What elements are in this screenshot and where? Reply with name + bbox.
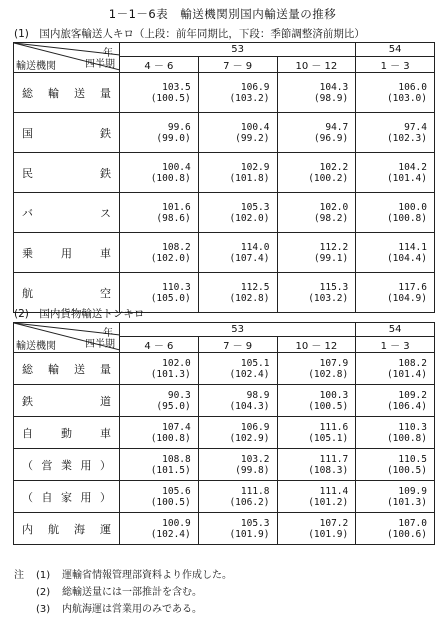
value-cell xyxy=(356,513,435,545)
seasonal-value: (100.5) xyxy=(308,400,349,412)
table-row xyxy=(14,385,435,417)
value-cell xyxy=(120,481,199,513)
yoy-value: 100.4 xyxy=(162,161,191,173)
note-number: (2) xyxy=(36,587,51,598)
seasonal-value: (100.5) xyxy=(386,464,427,476)
quarter-header: 4 － 6 xyxy=(120,57,199,73)
yoy-value: 102.2 xyxy=(319,161,349,173)
seasonal-value: (105.1) xyxy=(308,432,349,444)
yoy-value: 110.3 xyxy=(398,421,427,433)
value-cell xyxy=(120,233,199,273)
seasonal-value: (101.9) xyxy=(308,528,349,540)
quarter-header: 4 － 6 xyxy=(120,337,199,353)
seasonal-value: (101.4) xyxy=(386,368,427,380)
quarter-label: 四半期 xyxy=(85,339,115,350)
value-cell xyxy=(198,385,277,417)
seasonal-value: (98.2) xyxy=(313,212,349,224)
note-mark: 注 xyxy=(14,570,24,581)
row-label: 国鉄 xyxy=(14,113,120,153)
yoy-value: 104.2 xyxy=(398,161,427,173)
quarter-header: 10 － 12 xyxy=(277,57,356,73)
value-cell xyxy=(356,153,435,193)
notes xyxy=(14,567,232,618)
seasonal-value: (102.9) xyxy=(229,432,270,444)
org-label: 輸送機関 xyxy=(16,341,56,352)
yoy-value: 102.0 xyxy=(319,201,349,213)
note-item xyxy=(14,584,232,601)
value-cell xyxy=(277,353,356,385)
seasonal-value: (102.4) xyxy=(150,528,191,540)
yoy-value: 107.0 xyxy=(398,517,427,529)
yoy-value: 110.3 xyxy=(162,281,191,293)
passenger-table xyxy=(13,42,435,313)
seasonal-value: (103.0) xyxy=(386,92,427,104)
value-cell xyxy=(120,153,199,193)
value-cell xyxy=(356,385,435,417)
seasonal-value: (99.0) xyxy=(156,132,191,144)
value-cell xyxy=(198,233,277,273)
quarter-header: 1 － 3 xyxy=(356,337,435,353)
value-cell xyxy=(120,385,199,417)
value-cell xyxy=(356,113,435,153)
yoy-value: 90.3 xyxy=(167,389,191,401)
seasonal-value: (103.2) xyxy=(229,92,270,104)
value-cell xyxy=(120,113,199,153)
row-label: （自家用） xyxy=(14,481,120,513)
freight-body xyxy=(14,353,435,545)
yoy-value: 108.8 xyxy=(162,453,191,465)
yoy-value: 111.4 xyxy=(319,485,349,497)
header-diagonal-cell xyxy=(14,43,120,73)
table-title: 1－1－6表 輸送機関別国内輸送量の推移 xyxy=(108,7,337,21)
note-text: 運輸省情報管理部資料より作成した。 xyxy=(62,570,232,581)
table-row xyxy=(14,153,435,193)
yoy-value: 109.9 xyxy=(398,485,427,497)
seasonal-value: (101.9) xyxy=(229,528,270,540)
freight-table xyxy=(13,322,435,545)
note-text: 総輸送量には一部推計を含む。 xyxy=(62,587,202,598)
yoy-value: 100.0 xyxy=(398,201,427,213)
table-row xyxy=(14,73,435,113)
value-cell xyxy=(277,233,356,273)
row-label: 民鉄 xyxy=(14,153,120,193)
yoy-value: 111.7 xyxy=(319,453,349,465)
quarter-label: 四半期 xyxy=(85,59,115,70)
seasonal-value: (100.8) xyxy=(386,432,427,444)
table-row xyxy=(14,417,435,449)
yoy-value: 103.2 xyxy=(240,453,270,465)
year-label: 年 xyxy=(103,48,113,59)
table-row xyxy=(14,353,435,385)
yoy-value: 107.2 xyxy=(319,517,349,529)
value-cell xyxy=(356,481,435,513)
org-label: 輸送機関 xyxy=(16,61,56,72)
seasonal-value: (105.0) xyxy=(150,292,191,304)
table-row xyxy=(14,113,435,153)
table-row xyxy=(14,513,435,545)
value-cell xyxy=(356,233,435,273)
value-cell xyxy=(277,513,356,545)
yoy-value: 102.0 xyxy=(162,357,191,369)
seasonal-value: (102.8) xyxy=(229,292,270,304)
value-cell xyxy=(120,193,199,233)
yoy-value: 94.7 xyxy=(325,121,349,133)
note-item xyxy=(14,567,232,584)
yoy-value: 102.9 xyxy=(240,161,270,173)
seasonal-value: (100.8) xyxy=(386,212,427,224)
yoy-value: 105.3 xyxy=(240,201,270,213)
quarter-header: 7 － 9 xyxy=(198,57,277,73)
value-cell xyxy=(277,449,356,481)
value-cell xyxy=(356,73,435,113)
seasonal-value: (101.4) xyxy=(386,172,427,184)
header-diagonal-cell xyxy=(14,323,120,353)
value-cell xyxy=(198,273,277,313)
value-cell xyxy=(120,353,199,385)
value-cell xyxy=(356,193,435,233)
value-cell xyxy=(277,481,356,513)
passenger-body xyxy=(14,73,435,313)
value-cell xyxy=(356,417,435,449)
value-cell xyxy=(198,113,277,153)
seasonal-value: (99.2) xyxy=(235,132,270,144)
section2-caption: (2) 国内貨物輸送トンキロ xyxy=(14,308,145,320)
value-cell xyxy=(356,273,435,313)
value-cell xyxy=(120,513,199,545)
yoy-value: 114.1 xyxy=(398,241,427,253)
yoy-value: 107.4 xyxy=(162,421,191,433)
value-cell xyxy=(120,449,199,481)
seasonal-value: (101.8) xyxy=(229,172,270,184)
value-cell xyxy=(277,385,356,417)
value-cell xyxy=(277,273,356,313)
yoy-value: 115.3 xyxy=(319,281,349,293)
row-label: 乗用車 xyxy=(14,233,120,273)
seasonal-value: (101.5) xyxy=(150,464,191,476)
value-cell xyxy=(277,73,356,113)
value-cell xyxy=(198,513,277,545)
table-row xyxy=(14,233,435,273)
seasonal-value: (103.2) xyxy=(308,292,349,304)
seasonal-value: (100.8) xyxy=(150,432,191,444)
note-item xyxy=(14,601,232,618)
value-cell xyxy=(120,417,199,449)
yoy-value: 106.9 xyxy=(240,81,270,93)
seasonal-value: (100.6) xyxy=(386,528,427,540)
seasonal-value: (104.4) xyxy=(386,252,427,264)
seasonal-value: (108.3) xyxy=(308,464,349,476)
yoy-value: 111.6 xyxy=(319,421,349,433)
value-cell xyxy=(277,113,356,153)
year-header: 54 xyxy=(356,323,435,337)
value-cell xyxy=(198,353,277,385)
yoy-value: 109.2 xyxy=(398,389,427,401)
seasonal-value: (104.9) xyxy=(386,292,427,304)
yoy-value: 98.9 xyxy=(246,389,270,401)
seasonal-value: (102.0) xyxy=(229,212,270,224)
yoy-value: 101.6 xyxy=(162,201,191,213)
value-cell xyxy=(356,449,435,481)
yoy-value: 104.3 xyxy=(319,81,349,93)
note-number: (3) xyxy=(36,604,51,615)
yoy-value: 108.2 xyxy=(162,241,191,253)
yoy-value: 106.0 xyxy=(398,81,427,93)
seasonal-value: (95.0) xyxy=(156,400,191,412)
yoy-value: 103.5 xyxy=(162,81,191,93)
quarter-header: 10 － 12 xyxy=(277,337,356,353)
seasonal-value: (98.6) xyxy=(156,212,191,224)
seasonal-value: (106.2) xyxy=(229,496,270,508)
row-label: （営業用） xyxy=(14,449,120,481)
yoy-value: 107.9 xyxy=(319,357,349,369)
value-cell xyxy=(120,73,199,113)
seasonal-value: (102.0) xyxy=(150,252,191,264)
yoy-value: 99.6 xyxy=(167,121,191,133)
yoy-value: 114.0 xyxy=(240,241,270,253)
table-row xyxy=(14,449,435,481)
yoy-value: 108.2 xyxy=(398,357,427,369)
row-label: 総輸送量 xyxy=(14,73,120,113)
year-label: 年 xyxy=(103,328,113,339)
yoy-value: 105.6 xyxy=(162,485,191,497)
seasonal-value: (107.4) xyxy=(229,252,270,264)
seasonal-value: (101.3) xyxy=(150,368,191,380)
yoy-value: 112.2 xyxy=(319,241,349,253)
table-row xyxy=(14,481,435,513)
value-cell xyxy=(356,353,435,385)
year-header: 54 xyxy=(356,43,435,57)
table-row xyxy=(14,193,435,233)
quarter-header: 7 － 9 xyxy=(198,337,277,353)
value-cell xyxy=(198,73,277,113)
seasonal-value: (106.4) xyxy=(386,400,427,412)
seasonal-value: (100.5) xyxy=(150,92,191,104)
note-number: (1) xyxy=(36,570,51,581)
seasonal-value: (102.3) xyxy=(386,132,427,144)
row-label: 総輸送量 xyxy=(14,353,120,385)
seasonal-value: (96.9) xyxy=(313,132,349,144)
seasonal-value: (101.2) xyxy=(308,496,349,508)
seasonal-value: (100.5) xyxy=(150,496,191,508)
value-cell xyxy=(198,417,277,449)
row-label: バス xyxy=(14,193,120,233)
yoy-value: 105.3 xyxy=(240,517,270,529)
note-text: 内航海運は営業用のみである。 xyxy=(62,604,202,615)
value-cell xyxy=(277,193,356,233)
seasonal-value: (104.3) xyxy=(229,400,270,412)
seasonal-value: (101.3) xyxy=(386,496,427,508)
yoy-value: 111.8 xyxy=(240,485,270,497)
seasonal-value: (102.8) xyxy=(308,368,349,380)
value-cell xyxy=(277,153,356,193)
value-cell xyxy=(198,481,277,513)
seasonal-value: (99.8) xyxy=(235,464,270,476)
seasonal-value: (100.2) xyxy=(308,172,349,184)
seasonal-value: (99.1) xyxy=(313,252,349,264)
row-label: 内航海運 xyxy=(14,513,120,545)
yoy-value: 97.4 xyxy=(404,121,427,133)
yoy-value: 100.3 xyxy=(319,389,349,401)
yoy-value: 100.4 xyxy=(240,121,270,133)
yoy-value: 106.9 xyxy=(240,421,270,433)
seasonal-value: (102.4) xyxy=(229,368,270,380)
year-header: 53 xyxy=(120,43,356,57)
yoy-value: 110.5 xyxy=(398,453,427,465)
yoy-value: 105.1 xyxy=(240,357,270,369)
row-label: 鉄道 xyxy=(14,385,120,417)
value-cell xyxy=(198,193,277,233)
row-label: 航空 xyxy=(14,273,120,313)
yoy-value: 112.5 xyxy=(240,281,270,293)
value-cell xyxy=(198,153,277,193)
year-header: 53 xyxy=(120,323,356,337)
seasonal-value: (98.9) xyxy=(313,92,349,104)
yoy-value: 117.6 xyxy=(398,281,427,293)
value-cell xyxy=(277,417,356,449)
seasonal-value: (100.8) xyxy=(150,172,191,184)
quarter-header: 1 － 3 xyxy=(356,57,435,73)
yoy-value: 100.9 xyxy=(162,517,191,529)
section1-caption: (1) 国内旅客輸送人キロ（上段：前年同期比，下段：季節調整済前期比） xyxy=(14,28,365,40)
value-cell xyxy=(198,449,277,481)
row-label: 自動車 xyxy=(14,417,120,449)
